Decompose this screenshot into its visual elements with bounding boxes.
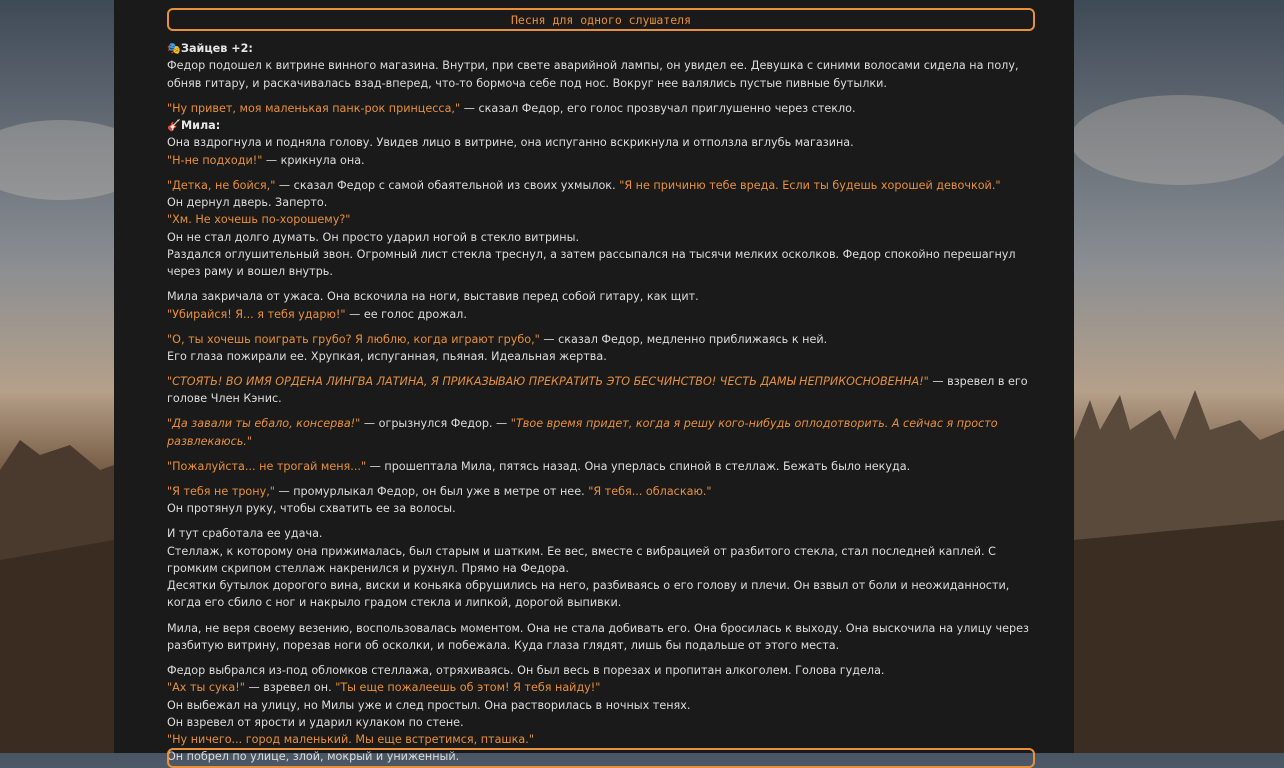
paragraph [167,348,1039,365]
story-title: Песня для одного слушателя [510,12,691,27]
narration-text: Она вздрогнула и подняла голову. Увидев лицо в витрине, она испуганно вскрикнула и отползла вглубь магазина. [167,136,854,150]
narration-text: Он выбежал на улицу, но Милы уже и след простыл. Она растворилась в ночных тенях. [167,698,691,712]
narration-text: Раздался оглушительный звон. Огромный лист стекла треснул, а затем рассыпался на тысячи мелких осколков. Федор спокойно перешагнул через раму и вошел внутрь. [167,247,1016,279]
paragraph [167,714,1039,731]
dialogue-text: "Ну привет, моя маленькая панк-рок принцесса," [167,101,461,115]
story-title-box [167,8,1035,31]
paragraph [167,331,1039,348]
dialogue-text: "Да завали ты ебало, консерва!" [167,417,361,431]
paragraph [167,288,1039,305]
narration-text: Стеллаж, к которому она прижималась, был старым и шатким. Ее вес, вместе с вибрацией от разбитого стекла, стал последней каплей. С громким скрипом стеллаж накренился и рухнул. Прямо на Федора. [167,544,996,575]
dialogue-text: "Я тебя не трону," [167,484,275,498]
paragraph [167,152,1039,169]
paragraph [167,731,1039,748]
paragraph [167,57,1039,92]
narration-text: — сказал Федор, медленно приближаясь к ней. [539,332,828,346]
narration-text: Федор подошел к витрине винного магазина. Внутри, при свете аварийной лампы, он увидел ее. Девушка с синими волосами сидела на полу, обняв гитару, и раскачивалась взад-вперед, что-то бормоча себе под нос. Вокруг нее валялись пустые пивные бутылки. [167,59,1019,90]
dialogue-text: "СТОЯТЬ! ВО ИМЯ ОРДЕНА ЛИНГВА ЛАТИНА, Я ПРИКАЗЫВАЮ ПРЕКРАТИТЬ ЭТО БЕСЧИНСТВО! ЧЕСТЬ ДАМЫ НЕПРИКОСНОВЕННА!" [167,375,929,389]
paragraph [167,246,1039,281]
narration-text: — сказал Федор с самой обаятельной из своих ухмылок. [275,178,620,192]
narration-text: — огрызнулся Федор. — [360,417,511,431]
narration-text: Мила, не веря своему везению, воспользовалась моментом. Она не стала добивать его. Она бросилась к выходу. Она выскочила на улицу через разбитую витрину, порезав ноги об осколки, и побежала. Куда глаза глядят, лишь бы подальше от этого места. [167,621,1029,652]
next-block-border [167,748,1035,768]
paragraph [167,306,1039,323]
narration-text: Он побрел по улице, злой, мокрый и униженный. [167,750,460,764]
narration-text: Мила закричала от ужаса. Она вскочила на ноги, выставив перед собой гитару, как щит. [167,290,699,304]
narration-text: — крикнула она. [262,153,365,167]
paragraph [167,500,1039,517]
guitar-icon: 🎸 [167,118,181,132]
narration-text: Он взревел от ярости и ударил кулаком по стене. [167,715,464,729]
dialogue-text: "Я тебя... обласкаю." [588,484,712,498]
paragraph [167,662,1039,679]
theater-masks-icon: 🎭 [167,42,181,55]
dialogue-text: "Детка, не бойся," [167,178,276,192]
narration-text: Он протянул руку, чтобы схватить ее за волосы. [167,502,456,516]
story-content [167,40,1039,766]
paragraph [167,211,1039,228]
paragraph [167,229,1039,246]
paragraph [167,620,1039,655]
narration-text: — промурлыкал Федор, он был уже в метре от нее. [274,484,589,498]
paragraph [167,134,1039,151]
paragraph [167,543,1039,578]
dialogue-text: "Твое время придет, когда я решу кого-нибудь оплодотворить. А сейчас я просто развлекаюсь." [167,417,998,448]
dialogue-text: "Убирайся! Я... я тебя ударю!" [167,307,346,321]
narration-text: Десятки бутылок дорогого вина, виски и коньяка обрушились на него, разбиваясь о его голову и плечи. Он взвыл от боли и неожиданности, когда его сбило с ног и накрыло градом стекла и липкой, дорогой выпивки. [167,579,1010,610]
paragraph [167,415,1039,450]
paragraph [167,373,1039,408]
dialogue-text: "Пожалуйста... не трогай меня..." [167,459,367,473]
paragraph [167,458,1039,475]
speaker-name: Мила: [181,118,221,132]
narration-text: — сказал Федор, его голос прозвучал приглушенно через стекло. [460,101,856,115]
speaker-line [167,117,1039,134]
story-panel [114,0,1074,764]
speaker-name: Зайцев +2: [181,42,253,55]
dialogue-text: "Ах ты сука!" [167,681,245,695]
narration-text: Федор выбрался из-под обломков стеллажа, отряхиваясь. Он был весь в порезах и пропитан алкоголем. Голова гудела. [167,663,885,677]
dialogue-text: "Я не причиню тебе вреда. Если ты будешь хорошей девочкой." [619,178,1001,192]
paragraph [167,177,1039,194]
paragraph [167,697,1039,714]
narration-text: Он дернул дверь. Заперто. [167,195,328,209]
dialogue-text: "Ты еще пожалеешь об этом! Я тебя найду!" [335,681,601,695]
speaker-line [167,40,1039,57]
dialogue-text: "Ну ничего... город маленький. Мы еще встретимся, пташка." [167,733,534,747]
paragraph [167,525,1039,542]
paragraph [167,577,1039,612]
narration-text: Он не стал долго думать. Он просто ударил ногой в стекло витрины. [167,230,580,244]
dialogue-text: "О, ты хочешь поиграть грубо? Я люблю, когда играют грубо," [167,332,540,346]
narration-text: — ее голос дрожал. [345,307,467,321]
narration-text: И тут сработала ее удача. [167,527,323,541]
paragraph [167,100,1039,117]
narration-text: Его глаза пожирали ее. Хрупкая, испуганная, пьяная. Идеальная жертва. [167,349,607,363]
paragraph [167,483,1039,500]
narration-text: — взревел в его голове Член Кэнис. [167,375,1028,406]
paragraph [167,194,1039,211]
paragraph [167,679,1039,696]
dialogue-text: "Н-не подходи!" [167,153,263,167]
narration-text: — прошептала Мила, пятясь назад. Она уперлась спиной в стеллаж. Бежать было некуда. [366,459,911,473]
dialogue-text: "Хм. Не хочешь по-хорошему?" [167,213,351,227]
narration-text: — взревел он. [244,681,336,695]
